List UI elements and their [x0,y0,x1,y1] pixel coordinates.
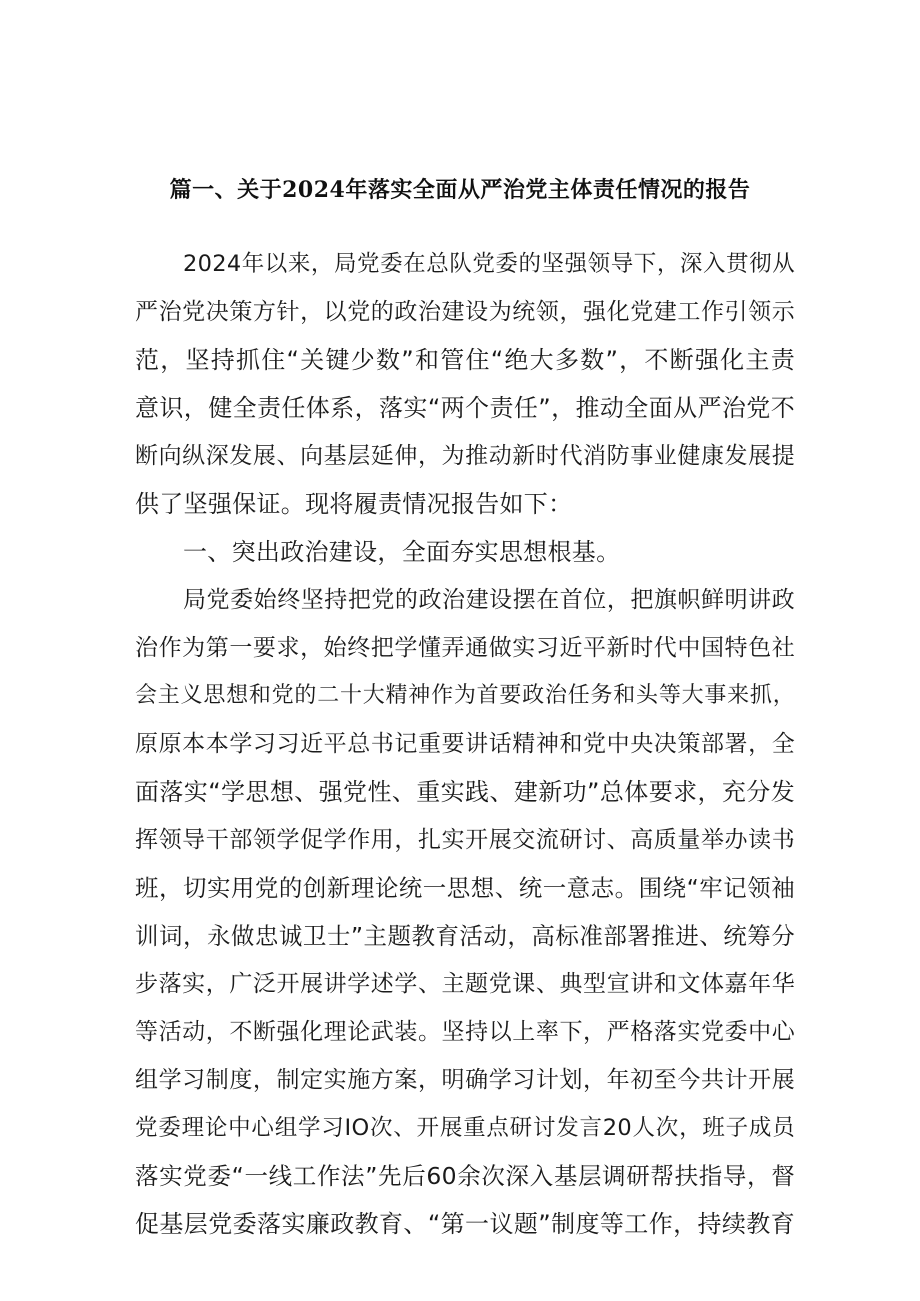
paragraph-line: 2024年以来，局党委在总队党委的坚强领导下，深入贯彻从 [183,251,795,277]
paragraph-line: 班，切实用党的创新理论统一思想、统一意志。围绕“牢记领袖 [135,874,795,902]
paragraph-line: 训词，永做忠诚卫士”主题教育活动，高标准部署推进、统筹分 [135,922,795,950]
paragraph-line: 等活动，不断强化理论武装。坚持以上率下，严格落实党委中心 [135,1019,795,1045]
paragraph-line: 范，坚持抓住“关键少数”和管住“绝大多数”，不断强化主责 [135,346,795,374]
paragraph-line: 断向纵深发展、向基层延伸，为推动新时代消防事业健康发展提 [135,443,795,469]
document-title: 篇一、关于2024年落实全面从严治党主体责任情况的报告 [169,177,751,203]
paragraph-line: 局党委始终坚持把党的政治建设摆在首位，把旗帜鲜明讲政 [183,587,795,613]
paragraph-line: 落实党委“一线工作法”先后60余次深入基层调研帮扶指导，督 [135,1162,795,1190]
paragraph-line: 供了坚强保证。现将履责情况报告如下： [135,490,573,518]
paragraph-line: 促基层党委落实廉政教育、“第一议题”制度等工作，持续教育 [135,1210,795,1238]
paragraph-line: 挥领导干部领学促学作用，扎实开展交流研讨、高质量举办读书 [135,827,795,853]
section-heading: 一、突出政治建设，全面夯实思想根基。 [183,538,621,566]
paragraph-line: 严治党决策方针，以党的政治建设为统领，强化党建工作引领示 [135,299,795,325]
paragraph-line: 党委理论中心组学习IO次、开展重点研讨发言20人次，班子成员 [135,1115,795,1141]
paragraph-line: 会主义思想和党的二十大精神作为首要政治任务和头等大事来抓， [135,683,795,708]
paragraph-line: 原原本本学习习近平总书记重要讲话精神和党中央决策部署，全 [135,731,795,757]
paragraph-line: 治作为第一要求，始终把学懂弄通做实习近平新时代中国特色社 [135,635,795,661]
paragraph-line: 意识，健全责任体系，落实“两个责任”，推动全面从严治党不 [135,394,795,422]
paragraph-line: 面落实“学思想、强党性、重实践、建新功”总体要求，充分发 [135,778,795,806]
paragraph-line: 步落实，广泛开展讲学述学、主题党课、典型宣讲和文体嘉年华 [135,971,795,997]
paragraph-line: 组学习制度，制定实施方案，明确学习计划，年初至今共计开展 [135,1067,795,1093]
